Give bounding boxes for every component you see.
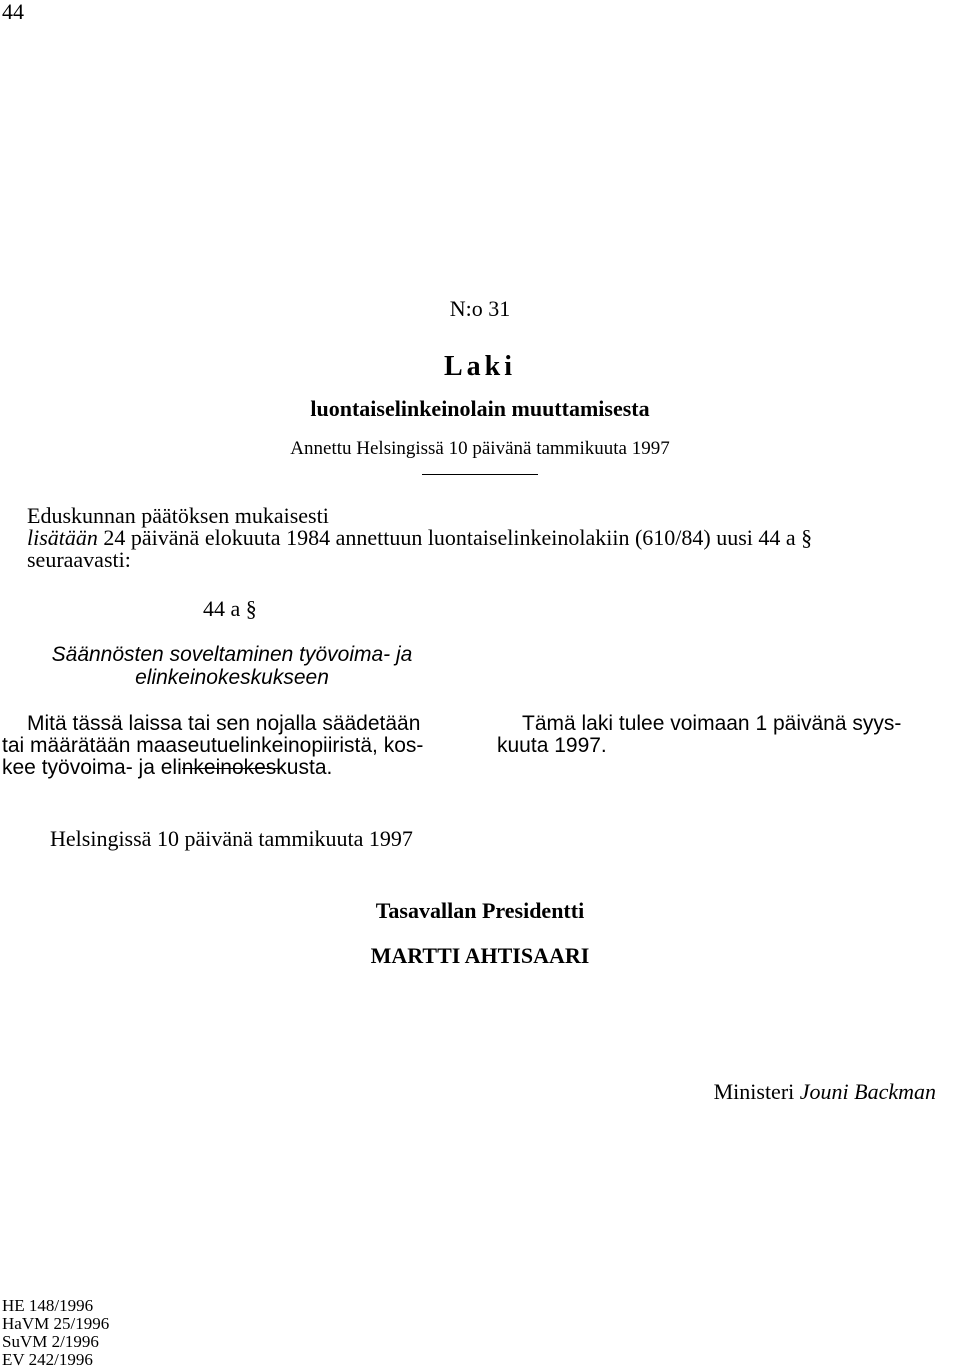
- page-number: 44: [2, 0, 24, 24]
- president-title: Tasavallan Presidentti: [375, 898, 585, 923]
- header-divider: [422, 474, 538, 475]
- statute-number: N:o 31: [449, 296, 511, 321]
- reference-item: HaVM 25/1996: [2, 1314, 110, 1333]
- minister-signature: [714, 1079, 936, 1105]
- section-title-line-2: elinkeinokeskukseen: [135, 666, 329, 689]
- entry-into-force-line-2: kuuta 1997.: [497, 734, 607, 757]
- law-title: luontaiselinkeinolain muuttamisesta: [310, 396, 650, 421]
- enactment-clause: [27, 505, 812, 571]
- section-body-line-1: Mitä tässä laissa tai sen nojalla säädetään: [27, 712, 421, 735]
- body-divider: [182, 768, 282, 769]
- enactment-line-2-rest: 24 päivänä elokuuta 1984 annettuun luontaiselinkeinolakiin (610/84) uusi 44 a §: [97, 525, 813, 550]
- document-type-heading: Laki: [443, 351, 517, 382]
- reference-item: SuVM 2/1996: [2, 1332, 99, 1351]
- section-body-line-2: tai määrätään maaseutuelinkeinopiiristä, kos-: [2, 734, 424, 757]
- entry-into-force-line-1: Tämä laki tulee voimaan 1 päivänä syys-: [522, 712, 902, 735]
- enactment-line-2: [27, 527, 812, 549]
- reference-item: HE 148/1996: [2, 1296, 94, 1315]
- legislative-references: [2, 1297, 109, 1369]
- enactment-line-3: seuraavasti:: [27, 547, 131, 572]
- signing-place-date: Helsingissä 10 päivänä tammikuuta 1997: [50, 826, 413, 851]
- enactment-verb: lisätään: [27, 525, 98, 550]
- issued-date-line: Annettu Helsingissä 10 päivänä tammikuuta 1997: [290, 438, 670, 459]
- president-name: MARTTI AHTISAARI: [370, 943, 590, 968]
- section-body-line-3: kee työvoima- ja elinkeinokeskusta.: [2, 756, 333, 779]
- reference-item: EV 242/1996: [2, 1350, 93, 1369]
- section-title-line-1: Säännösten soveltaminen työvoima- ja: [51, 643, 413, 666]
- section-label: 44 a §: [203, 596, 257, 621]
- minister-label: Ministeri: [713, 1079, 795, 1104]
- minister-name: Jouni Backman: [799, 1079, 936, 1104]
- enactment-line-1: Eduskunnan päätöksen mukaisesti: [27, 503, 329, 528]
